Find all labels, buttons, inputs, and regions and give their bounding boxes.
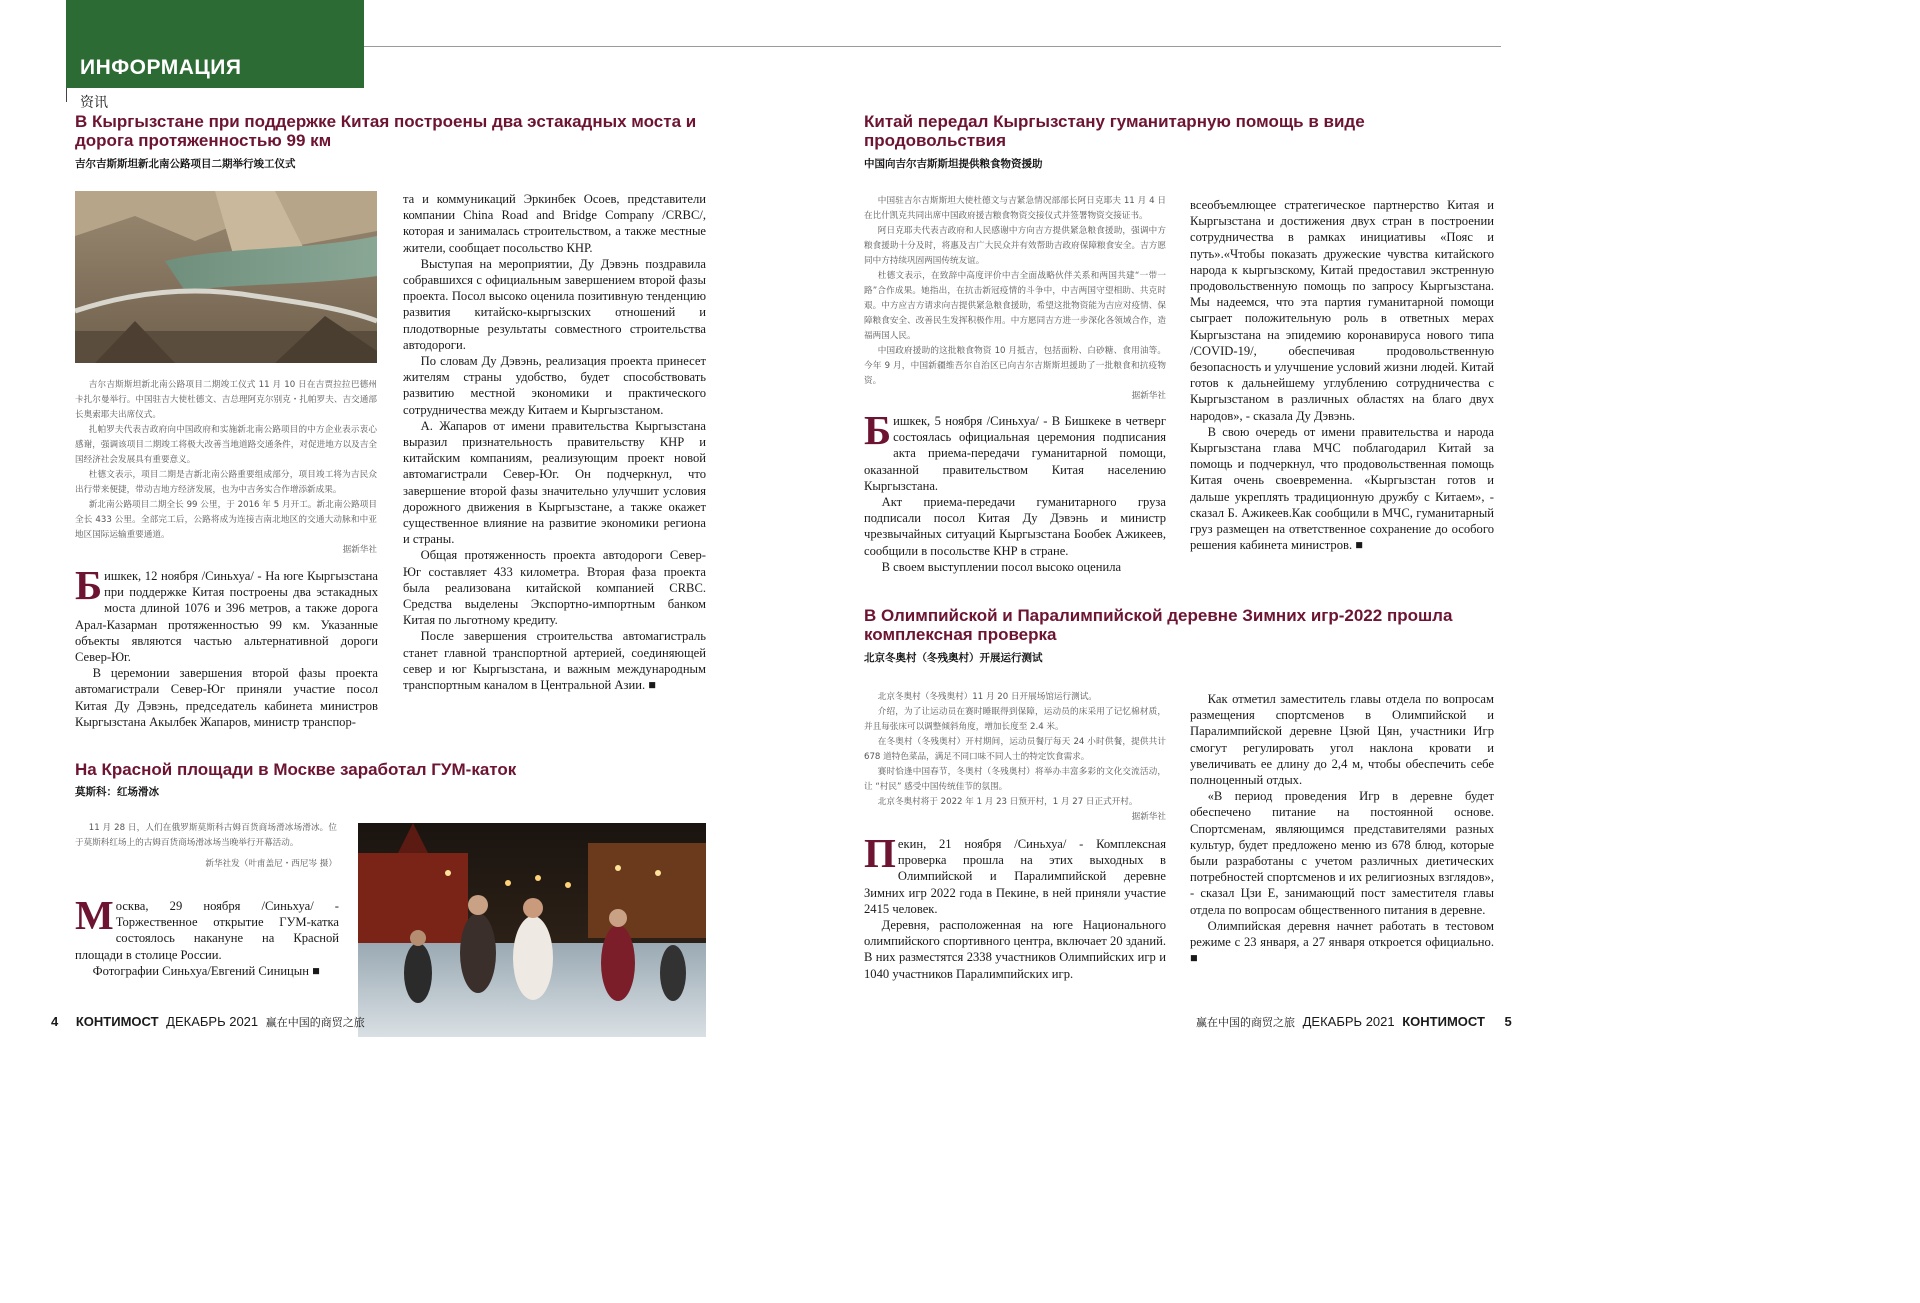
article2-paragraph: Акт приема-передачи гуманитарного груза подписали посол Китая Ду Дэвэнь и министр чрезвычайных ситуаций Кыргызстана Бообек Ажикеев, сообщили в посольстве КНР в стране. [864, 495, 1166, 558]
article1-cn-text [75, 378, 377, 558]
article2-cn-subtitle: 中国向吉尔吉斯斯坦提供粮食物资援助 [864, 158, 1043, 170]
left-issue-date: ДЕКАБРЬ 2021 [166, 1014, 259, 1029]
article3-cn-text [75, 821, 337, 872]
article1-lead-text: ишкек, 12 ноября /Синьхуа/ - На юге Кыргызстана при поддержке Китая построены два эстакадных моста длиной 1076 и 396 метров, а также дорога Арал-Казарман протяженностью 99 км. Указанные объекты являются частью альтернативной дороги Север-Юг. [75, 569, 378, 665]
article4-cn-subtitle: 北京冬奥村（冬残奥村）开展运行测试 [864, 652, 1043, 664]
article2-col2 [1190, 197, 1494, 553]
article4-cn-source: 据新华社 [1131, 812, 1166, 822]
article1-paragraph: В церемонии завершения второй фазы проекта автомагистрали Север-Юг приняли участие посол Китая Ду Дэвэнь, председатель кабинета министров Кыргызстана Акылбек Жапаров, министр транспор- [75, 666, 378, 729]
article2-cn-paragraph: 杜德文表示，在致辞中高度评价中吉全面战略伙伴关系和两国共建“一带一路”合作成果。她指出，在抗击新冠疫情的斗争中，中吉两国守望相助、共克时艰。中方应吉方请求向吉提供紧急粮食援助，希望这批物资能为吉应对疫情、保障粮食安全、改善民生发挥积极作用。中方愿同吉方进一步深化各领域合作，造福两国人民。 [864, 271, 1166, 341]
article3-cn-paragraph: 11 月 28 日，人们在俄罗斯莫斯科古姆百货商场滑冰场滑冰。位于莫斯科红场上的古姆百货商场滑冰场当晚举行开幕活动。 [75, 823, 337, 848]
article1-cn-paragraph: 新北南公路项目二期全长 99 公里，于 2016 年 5 月开工。新北南公路项目全长 433 公里。全部完工后，公路将成为连接吉南北地区的交通大动脉和中亚地区国际运输重要通道。 [75, 500, 377, 540]
left-footer [51, 1014, 365, 1030]
article3-lead-text: осква, 29 ноября /Синьхуа/ - Торжественное открытие ГУМ-катка состоялось накануне на Красной площади в столице России. [75, 899, 339, 962]
right-slogan-cn: 赢在中国的商贸之旅 [1196, 1016, 1295, 1029]
article4-lead-paragraph [864, 830, 1166, 917]
article2-cn-text [864, 194, 1166, 404]
article1-paragraph: Общая протяженность проекта автодороги Север-Юг составляет 433 километра. Вторая фаза проекта была реализована китайской компанией CRBC. Средства выделены Экспортно-импортным банком Китая по льготному кредиту. [403, 548, 706, 628]
right-magazine-name: КОНТИМОСТ [1402, 1014, 1485, 1029]
article1-col2 [403, 191, 706, 693]
article2-paragraph: В свою очередь от имени правительства и народа Кыргызстана глава МЧС поблагодарил Китай за помощь и подчеркнул, что продовольственная помощь Китая очень своевременна. «Кыргызстан готов и дальше укреплять традиционную дружбу с Китаем», - сказал Б. Ажикеев.Как сообщили в МЧС, гуманитарный груз размещен на ответственное сохранение до особого решения кабинета министров. ■ [1190, 424, 1494, 553]
section-banner [66, 0, 364, 88]
article2-lead-text: ишкек, 5 ноября /Синьхуа/ - В Бишкеке в четверг состоялась официальная церемония подписания акта приема-передачи гуманитарной помощи, оказанной правительством Китая населению Кыргызстана. [864, 414, 1166, 493]
article2-paragraph: В своем выступлении посол высоко оценила [881, 559, 1122, 574]
article3-headline: На Красной площади в Москве заработал ГУМ-каток [75, 760, 517, 779]
article4-cn-paragraph: 在冬奥村（冬残奥村）开村期间，运动员餐厅每天 24 小时供餐，提供共计 678 道特色菜品，满足不同口味不同人士的特定饮食需求。 [864, 737, 1166, 762]
article1-paragraph: та и коммуникаций Эркинбек Осоев, представители компании China Road and Bridge Company /CRBC/, которая и занималась строительством, а также местные жители, сообщает посольство КНР. [403, 192, 706, 255]
article4-col1 [864, 830, 1166, 982]
article3-lead-paragraph [75, 892, 339, 963]
article1-cn-paragraph: 杜德文表示，项目二期是吉新北南公路重要组成部分，项目竣工将为吉民众出行带来便捷，带动吉地方经济发展，也为中吉务实合作增添新成果。 [75, 470, 377, 495]
article4-paragraph: Деревня, расположенная на юге Национального олимпийского спортивного центра, включает 20 зданий. В них разместятся 2338 участников Олимпийских игр и 1040 участников Паралимпийских игр. [864, 918, 1166, 981]
article4-header [864, 606, 1504, 665]
article3-cn-credit: 新华社发（叶甫盖尼・西尼岑 摄） [205, 859, 337, 869]
article4-cn-paragraph: 介绍，为了让运动员在赛时睡眠得到保障，运动员的床采用了记忆棉材质，并且每张床可以调整倾斜角度，增加长度至 2.4 米。 [864, 707, 1166, 732]
article2-cn-source: 据新华社 [1131, 391, 1166, 401]
article3-body [75, 892, 339, 979]
article1-paragraph: После завершения строительства автомагистраль станет главной транспортной артерией, соединяющей север и юг Кыргызстана, и важным международным транспортным каналом в Центральной Азии. ■ [403, 629, 706, 693]
article2-cn-paragraph: 中国政府援助的这批粮食物资 10 月抵吉，包括面粉、白砂糖、食用油等。今年 9 月，中国新疆维吾尔自治区已向吉尔吉斯斯坦援助了一批粮食和抗疫物资。 [864, 346, 1166, 386]
article2-col1 [864, 407, 1166, 575]
article1-paragraph: Выступая на мероприятии, Ду Дэвэнь поздравила собравшихся с официальным завершением второй фазы проекта. Посол высоко оценила позитивную тенденцию развития китайско-кыргызских отношений и плодотворные результаты совместного строительства автодороги. [403, 256, 706, 352]
article3-paragraph: Фотографии Синьхуа/Евгений Синицын ■ [92, 963, 320, 978]
section-title: ИНФОРМАЦИЯ [80, 56, 242, 79]
article1-drop-cap: Б [75, 562, 103, 608]
article3-header [75, 760, 715, 799]
article4-paragraph: Олимпийская деревня начнет работать в тестовом режиме с 23 января, а 27 января откроется официально. ■ [1190, 918, 1494, 966]
skating-rink-photo [358, 823, 706, 1037]
section-subtitle-cn: 资讯 [80, 95, 108, 111]
article1-cn-paragraph: 扎帕罗夫代表吉政府向中国政府和实施新北南公路项目的中方企业表示衷心感谢，强调该项目二期竣工将极大改善当地道路交通条件，对促进地方以及吉全国经济社会发展具有重要意义。 [75, 425, 377, 465]
article2-cn-paragraph: 阿日克耶夫代表吉政府和人民感谢中方向吉方提供紧急粮食援助，强调中方粮食援助十分及时，将惠及吉广大民众并有效帮助吉政府保障粮食安全。吉方愿同中方持续巩固两国传统友谊。 [864, 226, 1166, 266]
article2-paragraph: всеобъемлющее стратегическое партнерство Китая и Кыргызстана и достижения двух стран в построении сотрудничества в рамках инициативы «Пояс и путь».«Чтобы показать дружеские чувства китайского народа к кыргызскому, Китай предоставил экстренную продовольственную помощь по запросу Кыргызстана. Мы надеемся, что эта партия гуманитарной помощи сыграет положительную роль в ответных мерах Кыргызстана на эпидемию коронавируса нового типа /COVID-19/, обеспечивая продовольственную безопасность и улучшение условий жизни людей. Китай готов к дальнейшему углублению сотрудничества с Кыргызстаном в различных областях на благо двух народов», - сказала Ду Дэвэнь. [1190, 198, 1494, 423]
article1-header [75, 112, 715, 171]
left-magazine-name: КОНТИМОСТ [75, 1014, 159, 1029]
article1-cn-subtitle: 吉尔吉斯斯坦新北南公路项目二期举行竣工仪式 [75, 158, 296, 170]
header-rule [364, 46, 1501, 47]
article4-lead-text: екин, 21 ноября /Синьхуа/ - Комплексная проверка прошла на этих выходных в Олимпийской и Паралимпийской деревне Зимних игр 2022 года в Пекине, в ней приняли участие 2415 человек. [864, 837, 1166, 916]
article2-header [864, 112, 1504, 171]
article1-col1 [75, 562, 378, 730]
article4-paragraph: Как отметил заместитель главы отдела по вопросам размещения спортсменов в Олимпийской и Паралимпийской деревне Цзюй Цян, участники Игр смогут регулировать угол наклона кровати и увеличивать ее длину до 2,4 м, чтобы обеспечить себе полноценный отдых. [1190, 692, 1494, 788]
article1-paragraph: А. Жапаров от имени правительства Кыргызстана выразил признательность правительству КНР и китайским компаниям, реализующим проект новой автомагистрали Север-Юг. Он подчеркнул, что завершение второй фазы значительно улучшит условия дорожного движения в Кыргызстане, а также окажет существенное влияние на развитие экономики региона и страны. [403, 418, 706, 547]
article1-cn-source: 据新华社 [342, 545, 377, 555]
section-marker [66, 88, 67, 102]
article4-cn-paragraph: 北京冬奥村将于 2022 年 1 月 23 日预开村，1 月 27 日正式开村。 [877, 797, 1138, 807]
article2-cn-paragraph: 中国驻吉尔吉斯斯坦大使杜德文与吉紧急情况部部长阿日克耶夫 11 月 4 日在比什凯克共同出席中国政府援吉粮食物资交接仪式并签署物资交接证书。 [864, 196, 1166, 221]
article1-headline: В Кыргызстане при поддержке Китая построены два эстакадных моста и дорога протяженностью 99 км [75, 112, 697, 150]
article3-drop-cap: М [75, 892, 114, 938]
road-bridge-photo [75, 191, 377, 363]
right-issue-date: ДЕКАБРЬ 2021 [1302, 1014, 1395, 1029]
article2-headline: Китай передал Кыргызстану гуманитарную помощь в виде продовольствия [864, 112, 1365, 150]
article3-cn-subtitle: 莫斯科：红场滑冰 [75, 786, 159, 798]
article4-paragraph: «В период проведения Игр в деревне будет обеспечено питание на постоянной основе. Спортсменам, являющимся представителями разных культур, будет предложено меню из 678 блюд, которые были разработаны с учетом различных диетических потребностей спортсменов и их религиозных взглядов», - сказал Цзи Е, занимающий пост заместителя главы отдела по вопросам общественного питания в деревне. [1190, 789, 1494, 917]
article4-headline: В Олимпийской и Паралимпийской деревне Зимних игр-2022 прошла комплексная проверка [864, 606, 1453, 644]
article4-cn-paragraph: 北京冬奥村（冬残奥村）11 月 20 日开展场馆运行测试。 [877, 692, 1097, 702]
article4-cn-text [864, 690, 1166, 825]
article4-col2 [1190, 691, 1494, 966]
article2-lead-paragraph [864, 407, 1166, 494]
left-page-number: 4 [51, 1014, 59, 1029]
right-footer [1196, 1014, 1512, 1030]
article2-drop-cap: Б [864, 407, 892, 453]
left-slogan-cn: 赢在中国的商贸之旅 [265, 1016, 365, 1029]
article1-lead-paragraph [75, 562, 378, 665]
article4-drop-cap: П [864, 830, 896, 876]
article1-paragraph: По словам Ду Дэвэнь, реализация проекта принесет жителям страны удобство, будет способствовать развитию местной экономики и практического сотрудничества между Китаем и Кыргызстаном. [403, 354, 706, 417]
article4-cn-paragraph: 赛时恰逢中国春节，冬奥村（冬残奥村）将举办丰富多彩的文化交流活动，让 “村民” 感受中国传统佳节的氛围。 [864, 767, 1166, 792]
right-page-number: 5 [1504, 1014, 1512, 1029]
article1-cn-paragraph: 吉尔吉斯斯坦新北南公路项目二期竣工仪式 11 月 10 日在吉贾拉拉巴德州卡扎尔曼举行。中国驻吉大使杜德文、吉总理阿克尔别克・扎帕罗夫、吉交通部长奥索耶夫出席仪式。 [75, 380, 377, 420]
